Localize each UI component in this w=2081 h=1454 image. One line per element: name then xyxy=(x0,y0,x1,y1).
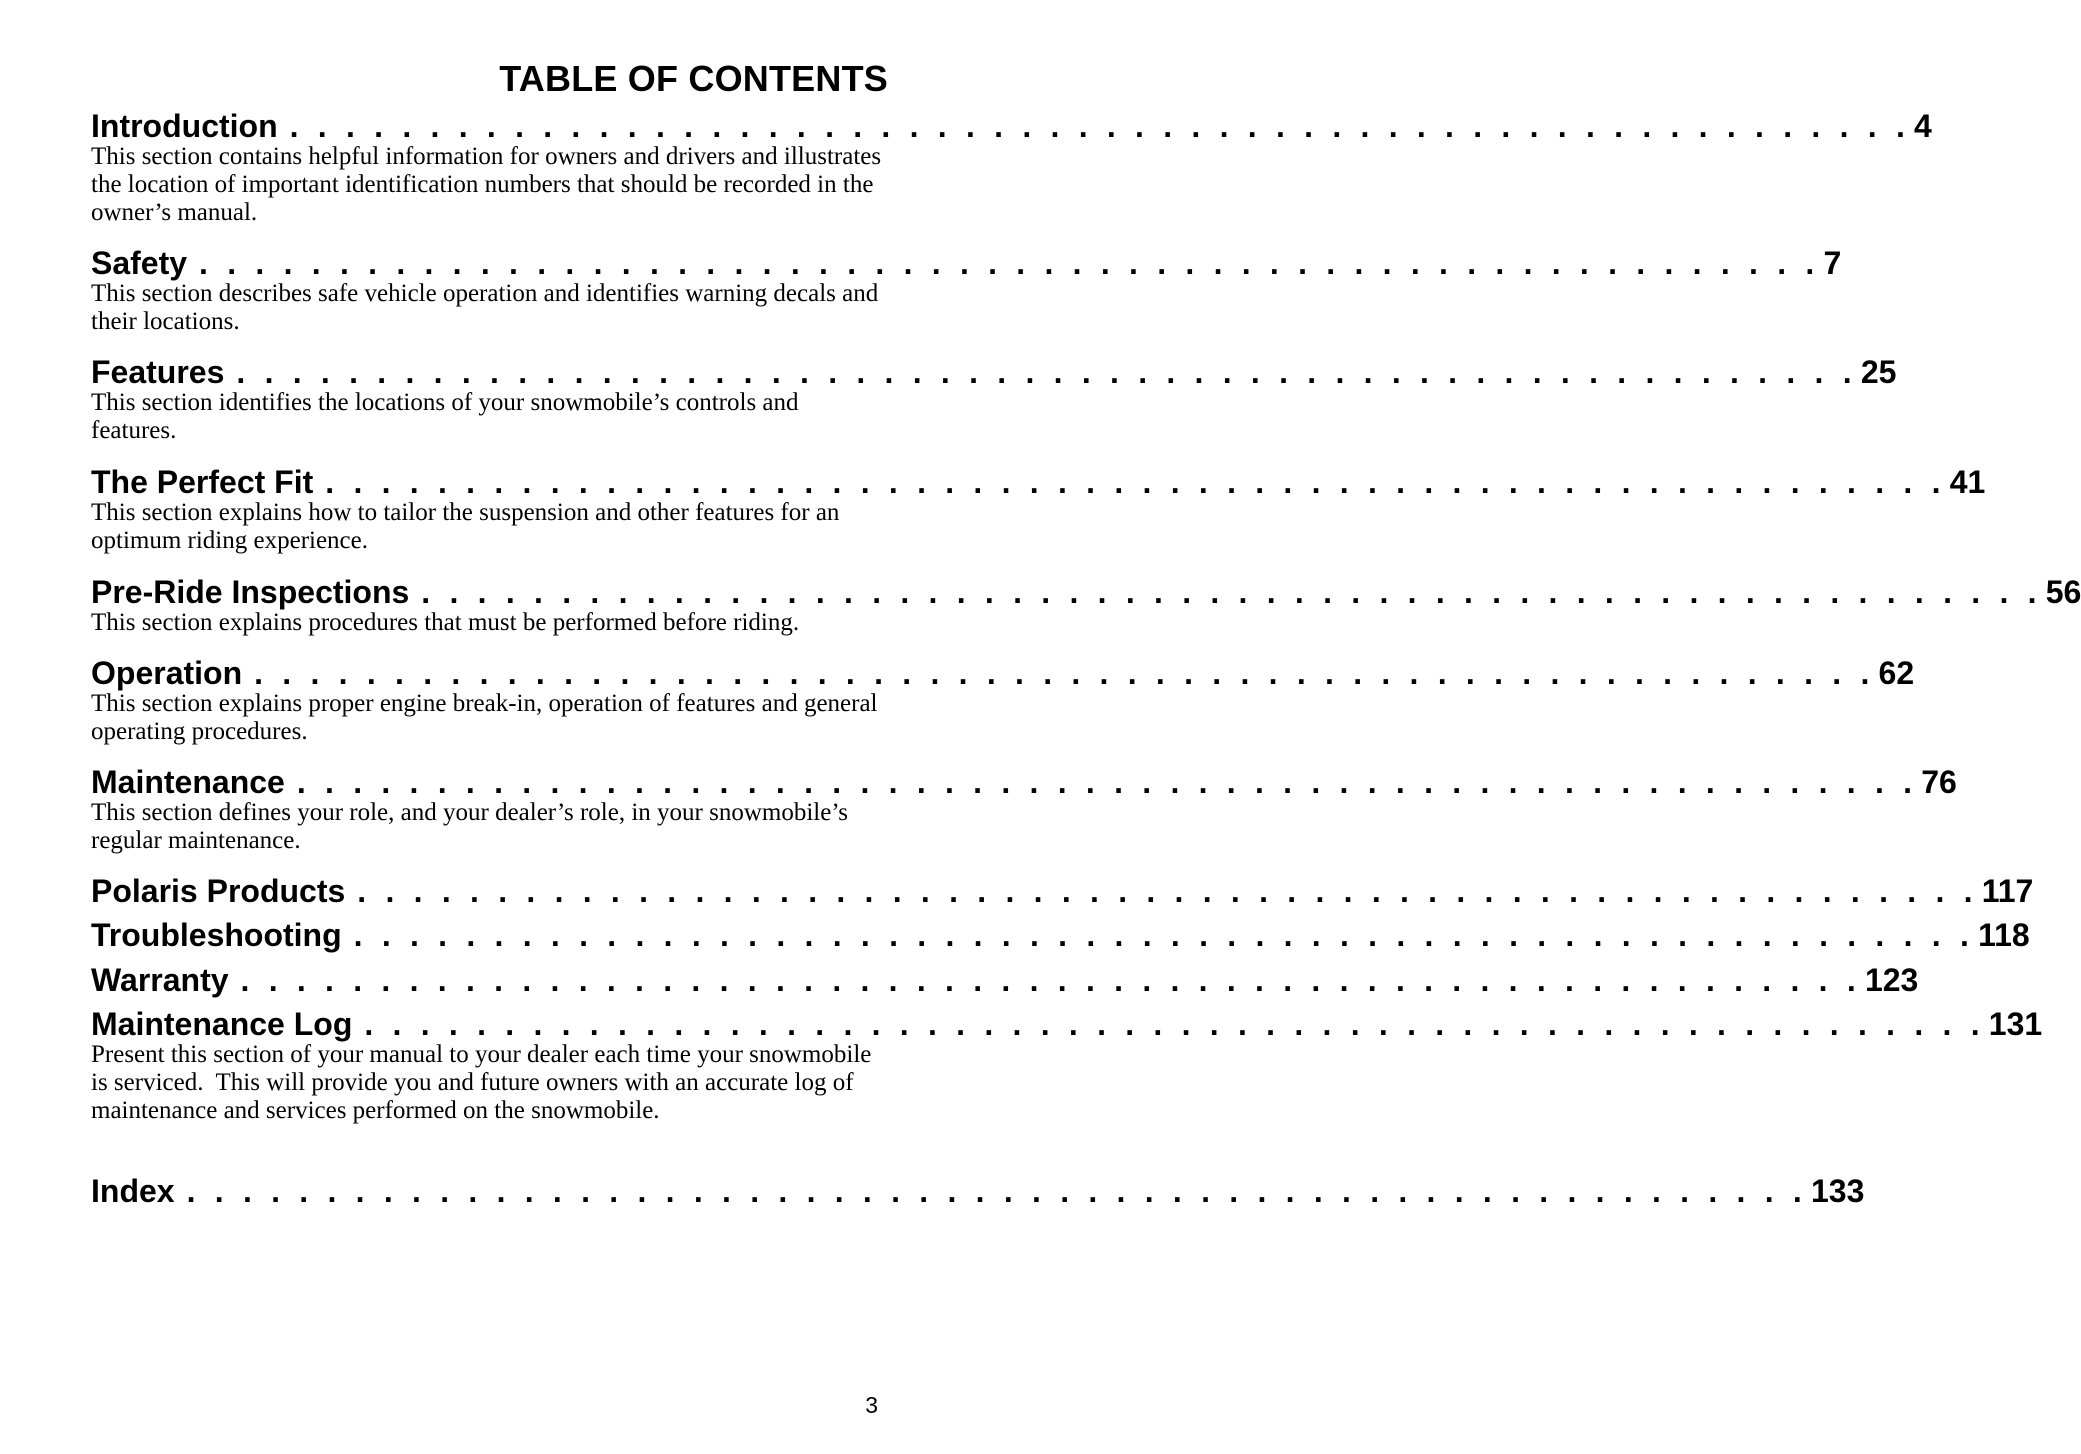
toc-entry-title[interactable]: Index xyxy=(91,1171,187,1211)
dot-leader: . . . . . . . . . . . . . . . . . . . . . . . . . . . . . . . . . . . . . . . . . . . . . . . . . . . . . . . . . . xyxy=(240,962,1861,998)
toc-entry-description: This section describes safe vehicle operation and identifies warning decals and their locations. xyxy=(91,280,879,335)
toc-entry-description: This section defines your role, and your dealer’s role, in your snowmobile’s regular maintenance. xyxy=(91,799,849,854)
toc-entry-page[interactable]: 41 xyxy=(1949,464,1986,500)
toc-entry-heading[interactable] xyxy=(91,653,1915,693)
toc-entry[interactable] xyxy=(91,762,1957,855)
toc-entry[interactable] xyxy=(91,1171,1865,1211)
toc-entry-heading[interactable] xyxy=(91,915,2030,955)
toc-entry-description: This section explains proper engine break-in, operation of features and general operating procedures. xyxy=(91,690,878,745)
toc-entry-title[interactable]: Features xyxy=(91,352,236,392)
toc-entry[interactable] xyxy=(91,352,1897,445)
toc-entry-title[interactable]: Polaris Products xyxy=(91,871,357,911)
page-number: 3 xyxy=(865,1392,878,1418)
toc-entry[interactable] xyxy=(91,106,1932,227)
toc-entry-heading[interactable] xyxy=(91,106,1932,146)
toc-entry-heading[interactable] xyxy=(91,1171,1865,1211)
toc-entry-page[interactable]: 7 xyxy=(1823,245,1842,281)
toc-entry-heading[interactable] xyxy=(91,352,1897,392)
toc-entry-page[interactable]: 117 xyxy=(1981,873,2034,909)
dot-leader: . . . . . . . . . . . . . . . . . . . . . . . . . . . . . . . . . . . . . . . . . . . . . . . . . . . . . . . . . . xyxy=(186,1173,1807,1209)
dot-leader: . . . . . . . . . . . . . . . . . . . . . . . . . . . . . . . . . . . . . . . . . . . . . . . . . . . . . . . . . . xyxy=(325,464,1946,500)
toc-entry-title[interactable]: Warranty xyxy=(91,960,241,1000)
dot-leader: . . . . . . . . . . . . . . . . . . . . . . . . . . . . . . . . . . . . . . . . . . . . . . . . . . . . . . . . . . xyxy=(421,574,2042,610)
toc-entry[interactable] xyxy=(91,572,2081,637)
dot-leader: . . . . . . . . . . . . . . . . . . . . . . . . . . . . . . . . . . . . . . . . . . . . . . . . . . . . . . . . . . xyxy=(236,354,1857,390)
toc-entry-heading[interactable] xyxy=(91,1004,2043,1044)
toc-entry-title[interactable]: Safety xyxy=(91,243,199,283)
toc-entry[interactable] xyxy=(91,243,1842,336)
toc-entry-heading[interactable] xyxy=(91,762,1957,802)
toc-entry-page[interactable]: 56 xyxy=(2045,574,2081,610)
toc-entry-heading[interactable] xyxy=(91,462,1986,502)
toc-entry-page[interactable]: 62 xyxy=(1878,655,1915,691)
dot-leader: . . . . . . . . . . . . . . . . . . . . . . . . . . . . . . . . . . . . . . . . . . . . . . . . . . . . . . . . . . xyxy=(364,1006,1985,1042)
toc-entry-description: This section contains helpful information for owners and drivers and illustrates the location of important identification numbers that should be recorded in the owner’s manual. xyxy=(91,143,882,226)
toc-entry-description: This section identifies the locations of your snowmobile’s controls and features. xyxy=(91,389,799,444)
toc-entry[interactable] xyxy=(91,462,1986,555)
toc-entry[interactable] xyxy=(91,915,2030,955)
toc-entry-title[interactable]: Maintenance xyxy=(91,762,297,802)
dot-leader: . . . . . . . . . . . . . . . . . . . . . . . . . . . . . . . . . . . . . . . . . . . . . . . . . . . . . . . . . . xyxy=(353,917,1975,953)
toc-entry-page[interactable]: 131 xyxy=(1988,1006,2043,1042)
toc-entry-heading[interactable] xyxy=(91,960,1919,1000)
toc-entry[interactable] xyxy=(91,1004,2043,1125)
dot-leader: . . . . . . . . . . . . . . . . . . . . . . . . . . . . . . . . . . . . . . . . . . . . . . . . . . . . . . . . . . xyxy=(289,108,1911,144)
toc-entry-title[interactable]: Troubleshooting xyxy=(91,915,354,955)
toc-entry-title[interactable]: Maintenance Log xyxy=(91,1004,364,1044)
toc-entry[interactable] xyxy=(91,871,2034,911)
dot-leader: . . . . . . . . . . . . . . . . . . . . . . . . . . . . . . . . . . . . . . . . . . . . . . . . . . . . . . . . . . xyxy=(296,764,1918,800)
toc-entry-page[interactable]: 4 xyxy=(1914,108,1932,144)
toc-entry-page[interactable]: 118 xyxy=(1978,917,2030,953)
toc-entry-heading[interactable] xyxy=(91,871,2034,911)
toc-entry[interactable] xyxy=(91,960,1919,1000)
toc-entry-title[interactable]: The Perfect Fit xyxy=(91,462,325,502)
toc-entry-page[interactable]: 76 xyxy=(1921,764,1957,800)
toc-entry[interactable] xyxy=(91,653,1915,746)
toc-entry-heading[interactable] xyxy=(91,572,2081,612)
toc-entry-heading[interactable] xyxy=(91,243,1842,283)
toc-entry-page[interactable]: 133 xyxy=(1811,1173,1865,1209)
toc-entry-title[interactable]: Pre-Ride Inspections xyxy=(91,572,421,612)
toc-entry-title[interactable]: Operation xyxy=(91,653,254,693)
toc-entry-description: This section explains procedures that must be performed before riding. xyxy=(91,609,800,636)
toc-entry-description: This section explains how to tailor the suspension and other features for an optimum riding experience. xyxy=(91,499,840,554)
toc-entry-page[interactable]: 123 xyxy=(1864,962,1919,998)
toc-entry-page[interactable]: 25 xyxy=(1860,354,1897,390)
page-title: TABLE OF CONTENTS xyxy=(499,58,888,99)
toc-entry-description: Present this section of your manual to your dealer each time your snowmobile is serviced. This will provide you and future owners with an accurate log of maintenance and services performed on the snowmobile. xyxy=(91,1041,878,1124)
dot-leader: . . . . . . . . . . . . . . . . . . . . . . . . . . . . . . . . . . . . . . . . . . . . . . . . . . . . . . . . . . xyxy=(357,873,1978,909)
dot-leader: . . . . . . . . . . . . . . . . . . . . . . . . . . . . . . . . . . . . . . . . . . . . . . . . . . . . . . . . . . xyxy=(254,655,1875,691)
dot-leader: . . . . . . . . . . . . . . . . . . . . . . . . . . . . . . . . . . . . . . . . . . . . . . . . . . . . . . . . . . xyxy=(199,245,1820,281)
toc-entry-title[interactable]: Introduction xyxy=(91,106,290,146)
